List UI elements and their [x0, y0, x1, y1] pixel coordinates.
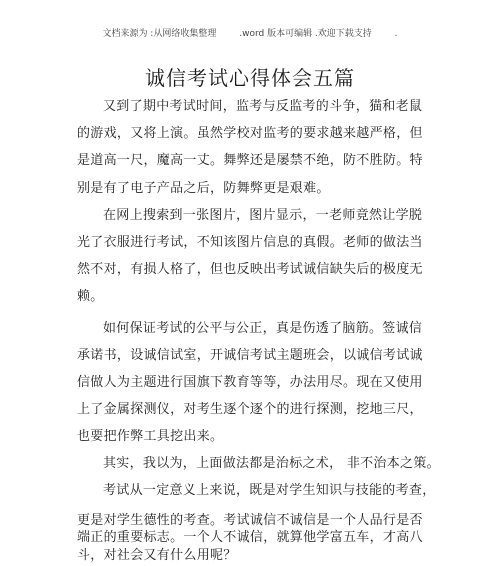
body-line: 其实，我以为，上面做法都是治标之术， 非不治本之策。 — [103, 456, 440, 471]
body-line: 是道高一尺，魔高一丈。舞弊还是屡禁不绝，防不胜防。特 — [77, 153, 423, 168]
body-line: 然不对，有损人格了，但也反映出考试诚信缺失后的极度无 — [77, 262, 423, 277]
body-line: 也要把作弊工具挖出来。 — [77, 429, 224, 444]
body-line: 斗，对社会又有什么用呢？ — [77, 548, 237, 563]
header-edit-note: .word 版本可编辑 .欢迎下载支持 — [239, 29, 372, 39]
body-line: 如何保证考试的公平与公正，真是伤透了脑筋。签诚信 — [103, 321, 423, 336]
body-line: 端正的重要标志。一个人不诚信，就算他学富五车，才高八 — [77, 530, 423, 545]
header-source-note: 文档来源为 :从网络收集整理 — [102, 29, 217, 39]
body-line: 光了衣服进行考试，不知该图片信息的真假。老师的做法当 — [77, 235, 423, 250]
body-line: 承诺书，设诚信试室，开诚信考试主题班会，以诚信考试诚 — [77, 348, 423, 363]
header-dot: . — [394, 29, 398, 39]
body-line: 在网上搜索到一张图片，图片显示，一老师竟然让学脱 — [103, 208, 423, 223]
body-line: 考试从一定意义上来说，既是对学生知识与技能的考查， — [103, 483, 436, 498]
document-title: 诚信考试心得体会五篇 — [145, 66, 355, 90]
body-line: 更是对学生德性的考查。考试诚信不诚信是一个人品行是否 — [77, 513, 423, 528]
body-line: 又到了期中考试时间，监考与反监考的斗争，猫和老鼠 — [103, 99, 423, 114]
body-line: 的游戏，又将上演。虽然学校对监考的要求越来越严格，但 — [77, 126, 423, 141]
body-line: 上了金属探测仪，对考生逐个逐个的进行探测，挖地三尺， — [77, 402, 423, 417]
body-line: 信做人为主题进行国旗下教育等等，办法用尽。现在又使用 — [77, 375, 423, 390]
body-line: 别是有了电子产品之后，防舞弊更是艰难。 — [77, 181, 330, 196]
body-line: 赖。 — [77, 289, 104, 304]
page-header — [0, 26, 500, 39]
